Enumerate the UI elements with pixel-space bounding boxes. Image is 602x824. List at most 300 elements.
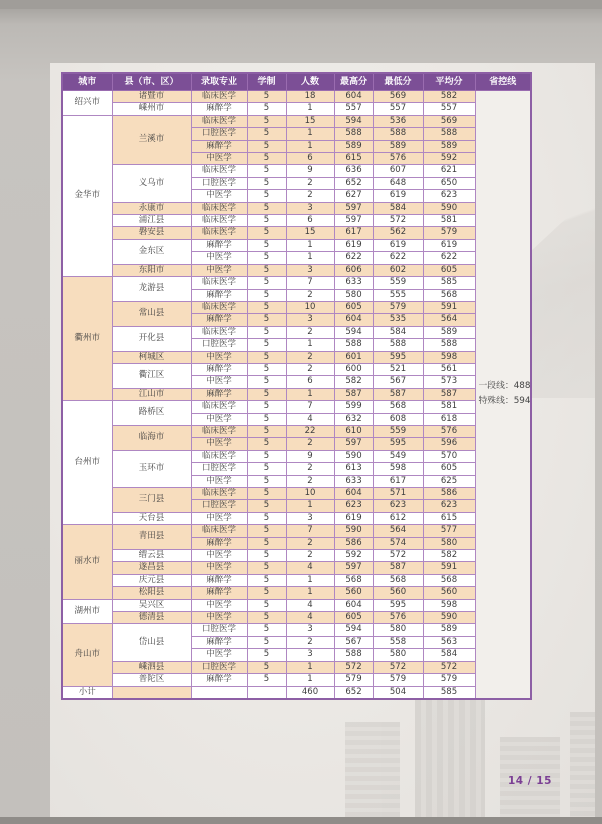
cell-major: 中医学	[191, 599, 247, 611]
cell-major: 口腔医学	[191, 624, 247, 636]
cell-avg-score: 619	[423, 239, 475, 251]
cell-city: 舟山市	[62, 624, 112, 686]
cell-count: 2	[286, 363, 334, 375]
cell-count: 2	[286, 351, 334, 363]
cell-count: 7	[286, 525, 334, 537]
cell-major: 中医学	[191, 413, 247, 425]
subtotal-count: 460	[286, 686, 334, 699]
cell-city: 湖州市	[62, 599, 112, 624]
cell-duration: 5	[247, 612, 286, 624]
cell-avg-score: 563	[423, 636, 475, 648]
cell-count: 1	[286, 500, 334, 512]
cell-county: 永康市	[112, 202, 191, 214]
cell-max-score: 601	[334, 351, 373, 363]
cell-duration: 5	[247, 574, 286, 586]
cell-count: 3	[286, 512, 334, 524]
cell-county: 东阳市	[112, 264, 191, 276]
cell-min-score: 576	[373, 612, 423, 624]
column-header: 学制	[247, 73, 286, 91]
cell-county: 柯城区	[112, 351, 191, 363]
cell-min-score: 549	[373, 450, 423, 462]
table-row	[62, 277, 531, 289]
cell-major: 口腔医学	[191, 339, 247, 351]
cityscape-watermark	[325, 687, 595, 817]
cell-count: 1	[286, 239, 334, 251]
cell-major: 中医学	[191, 649, 247, 661]
cell-duration: 5	[247, 227, 286, 239]
cell-count: 6	[286, 215, 334, 227]
cell-min-score: 623	[373, 500, 423, 512]
cell-duration: 5	[247, 550, 286, 562]
cell-duration: 5	[247, 351, 286, 363]
cell-count: 3	[286, 649, 334, 661]
cell-avg-score: 590	[423, 202, 475, 214]
cell-avg-score: 650	[423, 177, 475, 189]
cell-count: 2	[286, 289, 334, 301]
table-row	[62, 401, 531, 413]
cell-count: 15	[286, 115, 334, 127]
cell-min-score: 559	[373, 425, 423, 437]
cell-avg-score: 590	[423, 612, 475, 624]
cell-major: 麻醉学	[191, 537, 247, 549]
cell-major: 临床医学	[191, 326, 247, 338]
cell-avg-score: 580	[423, 537, 475, 549]
cell-count: 10	[286, 301, 334, 313]
cell-max-score: 622	[334, 252, 373, 264]
cell-count: 10	[286, 488, 334, 500]
cell-min-score: 572	[373, 215, 423, 227]
cell-min-score: 576	[373, 153, 423, 165]
cell-count: 22	[286, 425, 334, 437]
subtotal-duration	[247, 686, 286, 699]
table-row	[62, 239, 531, 251]
cell-major: 中医学	[191, 612, 247, 624]
cell-major: 中医学	[191, 512, 247, 524]
cell-max-score: 613	[334, 463, 373, 475]
cell-county: 青田县	[112, 525, 191, 550]
cell-major: 临床医学	[191, 165, 247, 177]
cell-avg-score: 557	[423, 103, 475, 115]
cell-max-score: 600	[334, 363, 373, 375]
cell-major: 麻醉学	[191, 103, 247, 115]
cell-avg-score: 591	[423, 301, 475, 313]
cell-avg-score: 589	[423, 326, 475, 338]
cell-max-score: 606	[334, 264, 373, 276]
cell-min-score: 572	[373, 661, 423, 673]
table-row	[62, 512, 531, 524]
cell-duration: 5	[247, 525, 286, 537]
cell-duration: 5	[247, 215, 286, 227]
cell-min-score: 622	[373, 252, 423, 264]
cell-avg-score: 588	[423, 339, 475, 351]
cell-duration: 5	[247, 376, 286, 388]
cell-max-score: 579	[334, 674, 373, 686]
cell-count: 7	[286, 401, 334, 413]
cell-major: 临床医学	[191, 450, 247, 462]
cell-max-score: 597	[334, 438, 373, 450]
cell-avg-score: 577	[423, 525, 475, 537]
cell-county: 开化县	[112, 326, 191, 351]
cell-min-score: 560	[373, 587, 423, 599]
cell-max-score: 604	[334, 599, 373, 611]
cell-max-score: 587	[334, 388, 373, 400]
cell-major: 中医学	[191, 351, 247, 363]
cell-min-score: 607	[373, 165, 423, 177]
cell-max-score: 636	[334, 165, 373, 177]
cell-duration: 5	[247, 314, 286, 326]
cell-max-score: 604	[334, 91, 373, 103]
cell-min-score: 557	[373, 103, 423, 115]
cell-major: 麻醉学	[191, 140, 247, 152]
cell-avg-score: 568	[423, 574, 475, 586]
cell-avg-score: 596	[423, 438, 475, 450]
top-frame-shade	[0, 0, 602, 9]
building-shape	[415, 697, 485, 817]
table-row	[62, 351, 531, 363]
cell-major: 麻醉学	[191, 388, 247, 400]
cell-county: 吴兴区	[112, 599, 191, 611]
cell-max-score: 588	[334, 339, 373, 351]
cell-duration: 5	[247, 190, 286, 202]
cell-major: 口腔医学	[191, 177, 247, 189]
cell-min-score: 589	[373, 140, 423, 152]
cell-duration: 5	[247, 339, 286, 351]
cell-major: 临床医学	[191, 115, 247, 127]
page-number: 14 / 15	[508, 775, 552, 787]
document-page	[50, 63, 595, 817]
cell-min-score: 588	[373, 339, 423, 351]
cell-county: 江山市	[112, 388, 191, 400]
cell-duration: 5	[247, 177, 286, 189]
cell-county: 常山县	[112, 301, 191, 326]
cell-avg-score: 586	[423, 488, 475, 500]
column-header: 最高分	[334, 73, 373, 91]
cell-min-score: 571	[373, 488, 423, 500]
cell-max-score: 572	[334, 661, 373, 673]
column-header: 城市	[62, 73, 112, 91]
cell-major: 麻醉学	[191, 674, 247, 686]
cell-min-score: 598	[373, 463, 423, 475]
cell-avg-score: 582	[423, 91, 475, 103]
cell-duration: 5	[247, 91, 286, 103]
cell-major: 临床医学	[191, 525, 247, 537]
cell-max-score: 594	[334, 115, 373, 127]
table-row	[62, 587, 531, 599]
cell-max-score: 632	[334, 413, 373, 425]
cell-major: 临床医学	[191, 301, 247, 313]
cell-max-score: 586	[334, 537, 373, 549]
cell-duration: 5	[247, 277, 286, 289]
cell-major: 麻醉学	[191, 239, 247, 251]
cell-max-score: 604	[334, 488, 373, 500]
cell-duration: 5	[247, 128, 286, 140]
cell-major: 口腔医学	[191, 500, 247, 512]
cell-major: 临床医学	[191, 425, 247, 437]
cell-min-score: 595	[373, 351, 423, 363]
cell-max-score: 623	[334, 500, 373, 512]
cell-count: 2	[286, 636, 334, 648]
cell-max-score: 633	[334, 475, 373, 487]
cell-count: 1	[286, 674, 334, 686]
cell-min-score: 648	[373, 177, 423, 189]
cell-duration: 5	[247, 202, 286, 214]
cell-county: 兰溪市	[112, 115, 191, 165]
cell-count: 4	[286, 562, 334, 574]
cell-avg-score: 588	[423, 128, 475, 140]
table-row	[62, 264, 531, 276]
cell-max-score: 580	[334, 289, 373, 301]
cell-county: 诸暨市	[112, 91, 191, 103]
subtotal-min-score: 504	[373, 686, 423, 699]
cell-major: 中医学	[191, 252, 247, 264]
cell-county: 临海市	[112, 425, 191, 450]
cell-max-score: 605	[334, 301, 373, 313]
subtotal-avg-score: 585	[423, 686, 475, 699]
cell-duration: 5	[247, 140, 286, 152]
cell-avg-score: 623	[423, 190, 475, 202]
cell-county: 德清县	[112, 612, 191, 624]
cell-avg-score: 564	[423, 314, 475, 326]
table-row	[62, 91, 531, 103]
cell-max-score: 567	[334, 636, 373, 648]
cell-city: 台州市	[62, 401, 112, 525]
cell-duration: 5	[247, 413, 286, 425]
cell-max-score: 597	[334, 202, 373, 214]
cell-max-score: 568	[334, 574, 373, 586]
cell-duration: 5	[247, 153, 286, 165]
cell-max-score: 582	[334, 376, 373, 388]
cell-avg-score: 560	[423, 587, 475, 599]
cell-max-score: 597	[334, 562, 373, 574]
subtotal-max-score: 652	[334, 686, 373, 699]
cell-county: 普陀区	[112, 674, 191, 686]
cell-major: 中医学	[191, 153, 247, 165]
cell-avg-score: 579	[423, 227, 475, 239]
cell-avg-score: 591	[423, 562, 475, 574]
table-row	[62, 574, 531, 586]
cell-major: 口腔医学	[191, 661, 247, 673]
cell-max-score: 588	[334, 128, 373, 140]
cell-max-score: 627	[334, 190, 373, 202]
cell-major: 中医学	[191, 190, 247, 202]
cell-avg-score: 592	[423, 153, 475, 165]
cell-count: 2	[286, 326, 334, 338]
cell-count: 4	[286, 599, 334, 611]
cell-count: 3	[286, 202, 334, 214]
cell-major: 中医学	[191, 550, 247, 562]
cell-max-score: 589	[334, 140, 373, 152]
cell-duration: 5	[247, 488, 286, 500]
cell-major: 中医学	[191, 264, 247, 276]
cell-city: 金华市	[62, 115, 112, 276]
cell-major: 临床医学	[191, 91, 247, 103]
table-header	[62, 73, 531, 91]
cell-major: 临床医学	[191, 277, 247, 289]
cell-duration: 5	[247, 115, 286, 127]
cell-count: 4	[286, 413, 334, 425]
cell-avg-score: 569	[423, 115, 475, 127]
table-body	[62, 91, 531, 699]
cell-major: 临床医学	[191, 401, 247, 413]
cell-duration: 5	[247, 289, 286, 301]
cell-count: 7	[286, 277, 334, 289]
cell-max-score: 599	[334, 401, 373, 413]
cell-major: 临床医学	[191, 215, 247, 227]
cell-duration: 5	[247, 661, 286, 673]
cell-duration: 5	[247, 463, 286, 475]
cell-count: 1	[286, 140, 334, 152]
cell-avg-score: 621	[423, 165, 475, 177]
table-row	[62, 674, 531, 686]
cell-avg-score: 605	[423, 463, 475, 475]
cell-county: 浦江县	[112, 215, 191, 227]
cell-min-score: 587	[373, 388, 423, 400]
cell-duration: 5	[247, 537, 286, 549]
cell-min-score: 619	[373, 190, 423, 202]
table-row	[62, 202, 531, 214]
cell-duration: 5	[247, 239, 286, 251]
table-row	[62, 562, 531, 574]
cell-min-score: 579	[373, 674, 423, 686]
cell-duration: 5	[247, 438, 286, 450]
cell-min-score: 521	[373, 363, 423, 375]
table-row	[62, 165, 531, 177]
cell-min-score: 584	[373, 202, 423, 214]
cell-avg-score: 573	[423, 376, 475, 388]
cell-min-score: 580	[373, 624, 423, 636]
table-row	[62, 326, 531, 338]
cell-duration: 5	[247, 562, 286, 574]
cell-count: 15	[286, 227, 334, 239]
table-row	[62, 624, 531, 636]
column-header: 录取专业	[191, 73, 247, 91]
cell-duration: 5	[247, 624, 286, 636]
table-row	[62, 215, 531, 227]
cell-min-score: 564	[373, 525, 423, 537]
cell-duration: 5	[247, 301, 286, 313]
cell-min-score: 536	[373, 115, 423, 127]
cell-count: 1	[286, 103, 334, 115]
table-row	[62, 612, 531, 624]
table-row	[62, 388, 531, 400]
cell-major: 麻醉学	[191, 363, 247, 375]
cell-max-score: 592	[334, 550, 373, 562]
cell-count: 1	[286, 128, 334, 140]
subtotal-county-blank	[112, 686, 191, 699]
cell-duration: 5	[247, 674, 286, 686]
cell-min-score: 535	[373, 314, 423, 326]
cell-major: 口腔医学	[191, 128, 247, 140]
cell-max-score: 652	[334, 177, 373, 189]
cell-count: 18	[286, 91, 334, 103]
cell-major: 麻醉学	[191, 574, 247, 586]
cell-count: 2	[286, 463, 334, 475]
cell-county: 磐安县	[112, 227, 191, 239]
subtotal-label: 小计	[62, 686, 112, 699]
cell-duration: 5	[247, 450, 286, 462]
cell-city: 丽水市	[62, 525, 112, 599]
cell-count: 1	[286, 252, 334, 264]
cell-major: 麻醉学	[191, 314, 247, 326]
cell-county: 岱山县	[112, 624, 191, 661]
cell-county: 金东区	[112, 239, 191, 264]
control-line-note: 一段线：488	[478, 381, 531, 392]
cell-county: 缙云县	[112, 550, 191, 562]
cell-min-score: 595	[373, 599, 423, 611]
cell-min-score: 617	[373, 475, 423, 487]
cell-count: 9	[286, 450, 334, 462]
cell-max-score: 588	[334, 649, 373, 661]
cell-avg-score: 623	[423, 500, 475, 512]
column-header: 人数	[286, 73, 334, 91]
cell-avg-score: 589	[423, 624, 475, 636]
cell-max-score: 594	[334, 624, 373, 636]
cell-avg-score: 582	[423, 550, 475, 562]
cell-max-score: 615	[334, 153, 373, 165]
cell-count: 3	[286, 624, 334, 636]
cell-avg-score: 605	[423, 264, 475, 276]
cell-count: 2	[286, 438, 334, 450]
cell-min-score: 602	[373, 264, 423, 276]
cell-major: 中医学	[191, 376, 247, 388]
table-row	[62, 661, 531, 673]
cell-county: 义乌市	[112, 165, 191, 202]
cell-major: 中医学	[191, 438, 247, 450]
cell-major: 中医学	[191, 475, 247, 487]
cell-avg-score: 579	[423, 674, 475, 686]
cell-min-score: 555	[373, 289, 423, 301]
cell-duration: 5	[247, 401, 286, 413]
cell-count: 2	[286, 475, 334, 487]
cell-county: 遂昌县	[112, 562, 191, 574]
table-row	[62, 227, 531, 239]
cell-count: 2	[286, 177, 334, 189]
cell-duration: 5	[247, 649, 286, 661]
cell-min-score: 619	[373, 239, 423, 251]
cell-county: 龙游县	[112, 277, 191, 302]
cell-duration: 5	[247, 103, 286, 115]
cell-max-score: 605	[334, 612, 373, 624]
cell-min-score: 584	[373, 326, 423, 338]
table-row	[62, 425, 531, 437]
cell-min-score: 572	[373, 550, 423, 562]
cell-major: 麻醉学	[191, 289, 247, 301]
column-header: 省控线	[475, 73, 531, 91]
cell-major: 麻醉学	[191, 587, 247, 599]
cell-avg-score: 561	[423, 363, 475, 375]
bottom-frame-shade	[0, 817, 602, 824]
cell-count: 6	[286, 376, 334, 388]
cell-avg-score: 615	[423, 512, 475, 524]
cell-duration: 5	[247, 425, 286, 437]
cell-max-score: 619	[334, 512, 373, 524]
table-row	[62, 363, 531, 375]
cell-duration: 5	[247, 512, 286, 524]
cell-avg-score: 581	[423, 215, 475, 227]
cell-avg-score: 585	[423, 277, 475, 289]
table-row	[62, 450, 531, 462]
cell-count: 2	[286, 190, 334, 202]
cell-count: 1	[286, 388, 334, 400]
cell-count: 6	[286, 153, 334, 165]
table-row	[62, 525, 531, 537]
cell-count: 1	[286, 339, 334, 351]
cell-county: 衢江区	[112, 363, 191, 388]
subtotal-major	[191, 686, 247, 699]
cell-min-score: 595	[373, 438, 423, 450]
cell-duration: 5	[247, 636, 286, 648]
cell-max-score: 597	[334, 215, 373, 227]
